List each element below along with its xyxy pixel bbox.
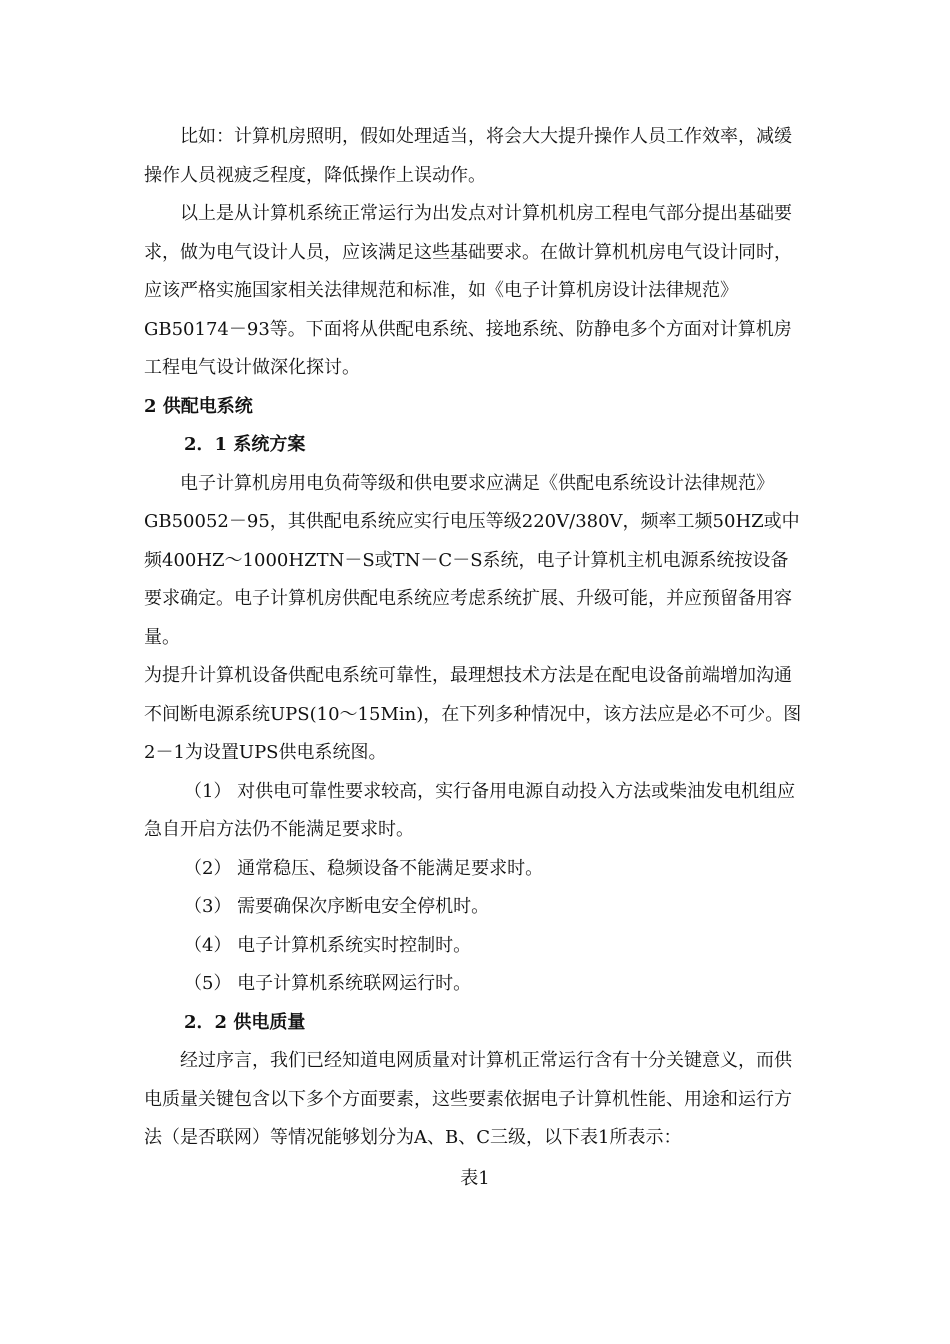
list-item: （2） 通常稳压、稳频设备不能满足要求时。 — [184, 857, 544, 879]
paragraph-requirements: 以上是从计算机系统正常运行为出发点对计算机机房工程电气部分提出基础要求，做为电气设计人员，应该满足这些基础要求。在做计算机机房电气设计同时，应该严格实施国家相关法律规范和标准，如《电子计算机房设计法律规范》GB50174－93等。下面将从供配电系统、接地系统、防静电多个方面对计算机房工程电气设计做深化探讨。 — [144, 203, 792, 378]
heading-2-1: 2．1 系统方案 — [184, 434, 306, 455]
paragraph-lighting: 比如：计算机房照明，假如处理适当，将会大大提升操作人员工作效率，减缓操作人员视疲乏程度，降低操作上误动作。 — [144, 126, 792, 186]
list-item: （4） 电子计算机系统实时控制时。 — [184, 934, 472, 956]
paragraph-ups: 为提升计算机设备供配电系统可靠性，最理想技术方法是在配电设备前端增加沟通不间断电源系统UPS(10～15Min)，在下列多种情况中，该方法应是必不可少。图2－1为设置UPS供电系统图。 — [144, 665, 802, 763]
list-item: （1） 对供电可靠性要求较高，实行备用电源自动投入方法或柴油发电机组应急自开启方法仍不能满足要求时。 — [144, 780, 796, 840]
list-item: （5） 电子计算机系统联网运行时。 — [184, 973, 472, 994]
paragraph-power-quality: 经过序言，我们已经知道电网质量对计算机正常运行含有十分关键意义，而供电质量关键包含以下多个方面要素，这些要素依据电子计算机性能、用途和运行方法（是否联网）等情况能够划分为A、B、C三级，以下表1所表示： — [144, 1050, 792, 1148]
heading-section-2: 2 供配电系统 — [144, 395, 253, 417]
heading-2-2: 2．2 供电质量 — [184, 1011, 306, 1033]
paragraph-system-scheme: 电子计算机房用电负荷等级和供电要求应满足《供配电系统设计法律规范》GB50052－95，其供配电系统应实行电压等级220V/380V，频率工频50HZ或中频400HZ～1000HZTN－S或TN－C－S系统，电子计算机主机电源系统按设备要求确定。电子计算机房供配电系统应考虑系统扩展、升级可能，并应预留备用容量。 — [144, 472, 800, 648]
table-caption: 表1 — [460, 1167, 490, 1189]
document-body — [144, 118, 806, 1198]
list-item: （3） 需要确保次序断电安全停机时。 — [184, 896, 490, 917]
